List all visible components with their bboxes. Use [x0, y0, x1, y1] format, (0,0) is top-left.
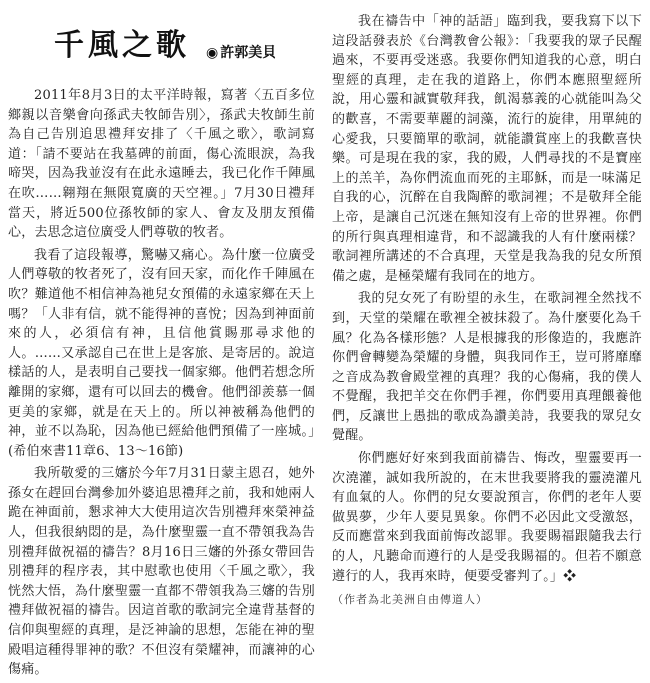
author-name: 許郭美貝	[220, 45, 277, 61]
byline	[206, 44, 276, 62]
paragraph: 我看了這段報導，驚嚇又痛心。為什麼一位廣受人們尊敬的牧者死了，沒有回天家，而化作千陣風在吹？難道他不相信神為祂兒女預備的永遠家鄉在天上嗎？「人非有信，就不能得神的喜悅；因為到神面前來的人，必須信有神，且信他賞賜那尋求他的人。……又承認自己在世上是客旅、是寄居的。說這樣話的人，是表明自己要找一個家鄉。他們若想念所離開的家鄉，還有可以回去的機會。他們卻羨慕一個更美的家鄉，就是在天上的。所以神被稱為他們的神，並不以為恥，因為他已經給他們預備了一座城。」(希伯來書11章6、13～16節)	[8, 247, 315, 459]
article-title: 千風之歌	[54, 28, 190, 63]
left-column	[8, 0, 315, 683]
bullet-icon: ◉	[206, 45, 219, 61]
paragraph: 你們應好好來到我面前禱告、悔改，聖靈要再一次澆灌，誠如我所說的，在末世我要將我的靈澆灌凡有血氣的人。你們的兒女要說預言，你們的老年人要做異夢，少年人要見異象。你們不必因此文受激怒，反而應當來到我面前悔改認罪。我要賜福跟隨我去行的人，凡聽命而遵行的人是受我賜福的。但若不願意遵行的人，我再來時，便要受審判了。」❖	[332, 451, 642, 584]
paragraph: 我所敬愛的三嬸於今年7月31日蒙主恩召，她外孫女在趕回台灣參加外婆追思禮拜之前，我和她兩人跪在神面前，懇求神大大使用這次告別禮拜來榮神益人，但我很納悶的是，為什麼聖靈一直不帶領我為告別禮拜做祝福的禱告？8月16日三嬸的外孫女帶回告別禮拜的程序表，其中慰歌也使用〈千風之歌〉，我恍然大悟，為什麼聖靈一直都不帶領我為三嬸的告別禮拜做祝福的禱告。因這首歌的歌詞完全違背基督的信仰與聖經的真理，是泛神論的思想，怎能在神的聖殿唱這種得罪神的歌？不但沒有榮耀神，而讓神的心傷痛。	[8, 466, 315, 678]
author-note: （作者為北美洲自由傳道人）	[332, 593, 488, 607]
paragraph: 我的兒女死了有盼望的永生，在歌詞裡全然找不到，天堂的榮耀在歌裡全被抹殺了。為什麼要化為千風？化為各樣形態？人是根據我的形像造的，我應許你們會轉變為榮耀的身體，與我同作王，豈可將靡靡之音成為教會殿堂裡的真理？我的心傷痛，我的僕人不覺醒，我把羊交在你們手裡，你們要用真理餵養他們，反讓世上愚拙的歌成為讚美詩，我要我的眾兒女覺醒。	[332, 291, 642, 444]
paragraph: 我在禱告中「神的話語」臨到我，要我寫下以下這段話發表於《台灣教會公報》：「我要我的眾子民醒過來，不要再受迷惑。我要你們知道我的心意，明白聖經的真理，走在我的道路上，你們本應照聖經所說，用心靈和誠實敬拜我，飢渴慕義的心就能叫為父的歡喜，不需要華麗的詞藻，流行的旋律，用單純的心愛我，只要簡單的歌詞，就能讚賞座上的我歡喜快樂。可是現在我的家，我的殿，人們尋找的不是寶座上的羔羊，為你們流血而死的主耶穌，而是一味滿足自我的心，沉醉在自我陶醉的歌詞裡；不是敬拜全能上帝，是讓自己沉迷在無知沒有上帝的世界裡。你們的所行與真理相違背，和不認識我的人有什麼兩樣？歌詞裡所講述的不合真理，天堂是我為我的兒女所預備之處，是極榮耀有我同在的地方。	[332, 14, 642, 284]
paragraph: 2011年8月3日的太平洋時報，寫著〈五百多位鄉親以音樂會向孫武夫牧師告別〉，孫武夫牧師生前為自己告別追思禮拜安排了〈千風之歌〉，歌詞寫道：「請不要站在我墓碑的前面，傷心流眼淚，為我啼哭，因為我並沒有在此永遠睡去，我已化作千陣風在吹……翱翔在無限寬廣的天空裡。」7月30日禮拜當天，將近500位孫牧師的家人、會友及朋友預備心，去思念這位廣受人們尊敬的牧者。	[8, 88, 315, 241]
article-header	[8, 0, 315, 86]
right-column	[332, 0, 642, 608]
